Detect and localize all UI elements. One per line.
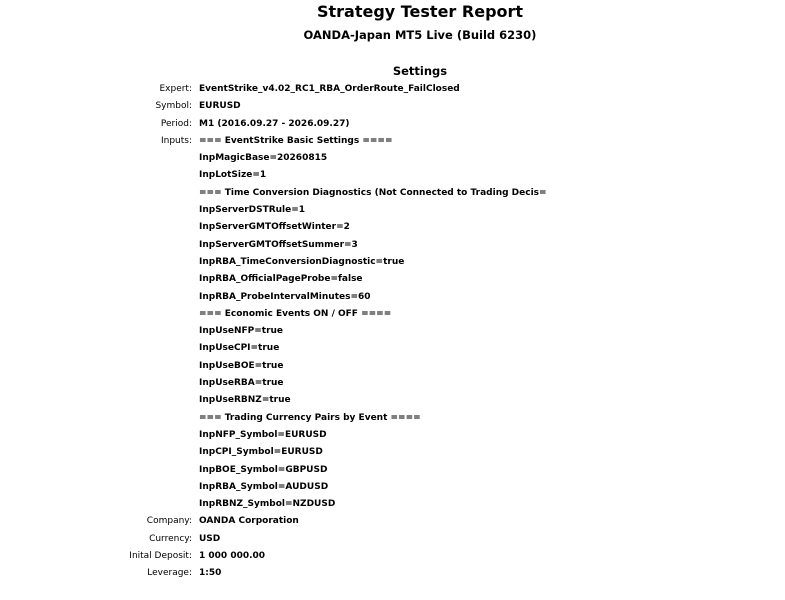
settings-row-input (0, 479, 785, 496)
settings-row-symbol (0, 98, 785, 115)
row-value: InpCPI_Symbol=EURUSD (199, 447, 323, 458)
row-value: InpUseBOE=true (199, 360, 284, 371)
row-value: InpRBA_OfficialPageProbe=false (199, 274, 363, 285)
row-value: === Economic Events ON / OFF ==== (199, 308, 392, 319)
row-value: EventStrike_v4.02_RC1_RBA_OrderRoute_FailClosed (199, 84, 460, 94)
settings-row-input (0, 185, 785, 202)
settings-row-input (0, 410, 785, 427)
settings-row-input (0, 306, 785, 323)
settings-row-input (0, 358, 785, 375)
settings-table (0, 81, 785, 583)
settings-row-input (0, 167, 785, 184)
row-label: Period: (160, 118, 192, 129)
settings-row-expert (0, 81, 785, 98)
row-value: OANDA Corporation (199, 516, 299, 527)
settings-row-leverage (0, 565, 785, 582)
settings-row-input (0, 219, 785, 236)
settings-row-currency (0, 531, 785, 548)
row-value: USD (199, 533, 221, 544)
settings-row-input (0, 202, 785, 219)
row-label: Currency: (149, 533, 192, 544)
row-value: InpServerDSTRule=1 (199, 205, 306, 216)
row-value: === Time Conversion Diagnostics (Not Connected to Trading Decis= (199, 187, 547, 198)
row-value: InpRBA_ProbeIntervalMinutes=60 (199, 291, 371, 302)
settings-row-period (0, 116, 785, 133)
settings-row-input (0, 427, 785, 444)
settings-row-inputs (0, 133, 785, 150)
row-value: 1 000 000.00 (199, 551, 266, 562)
settings-row-initial-deposit (0, 548, 785, 565)
row-value: InpServerGMTOffsetWinter=2 (199, 222, 350, 233)
row-value: EURUSD (199, 101, 241, 112)
row-value: 1:50 (199, 568, 222, 579)
report-subtitle: OANDA-Japan MT5 Live (Build 6230) (303, 28, 537, 42)
settings-section-title: Settings (392, 64, 448, 78)
settings-row-input (0, 237, 785, 254)
settings-row-input (0, 254, 785, 271)
settings-row-input (0, 444, 785, 461)
settings-row-input (0, 462, 785, 479)
settings-row-input (0, 323, 785, 340)
row-value: InpBOE_Symbol=GBPUSD (199, 464, 328, 475)
row-value: InpLotSize=1 (199, 170, 267, 181)
row-value: InpNFP_Symbol=EURUSD (199, 429, 327, 440)
settings-row-input (0, 150, 785, 167)
row-value: InpServerGMTOffsetSummer=3 (199, 239, 358, 250)
row-value: M1 (2016.09.27 - 2026.09.27) (199, 118, 350, 129)
row-value: InpUseNFP=true (199, 326, 284, 337)
row-label: Inital Deposit: (129, 551, 192, 562)
report-title: Strategy Tester Report (316, 2, 524, 21)
settings-row-input (0, 392, 785, 409)
settings-row-input (0, 496, 785, 513)
settings-row-input (0, 340, 785, 357)
row-label: Company: (146, 516, 192, 527)
row-label: Inputs: (160, 135, 192, 146)
row-label: Leverage: (147, 568, 192, 579)
row-value: InpRBA_TimeConversionDiagnostic=true (199, 256, 405, 267)
row-value: InpUseCPI=true (199, 343, 280, 354)
row-value: InpRBNZ_Symbol=NZDUSD (199, 499, 336, 510)
row-label: Symbol: (155, 101, 192, 112)
row-value: InpUseRBA=true (199, 378, 284, 389)
row-value: === Trading Currency Pairs by Event ==== (199, 412, 421, 423)
row-value: === EventStrike Basic Settings ==== (199, 135, 393, 146)
settings-row-company (0, 513, 785, 530)
row-value: InpUseRBNZ=true (199, 395, 291, 406)
row-label: Expert: (159, 84, 192, 94)
settings-row-input (0, 289, 785, 306)
settings-row-input (0, 375, 785, 392)
row-value: InpMagicBase=20260815 (199, 153, 328, 164)
settings-row-input (0, 271, 785, 288)
row-value: InpRBA_Symbol=AUDUSD (199, 481, 329, 492)
